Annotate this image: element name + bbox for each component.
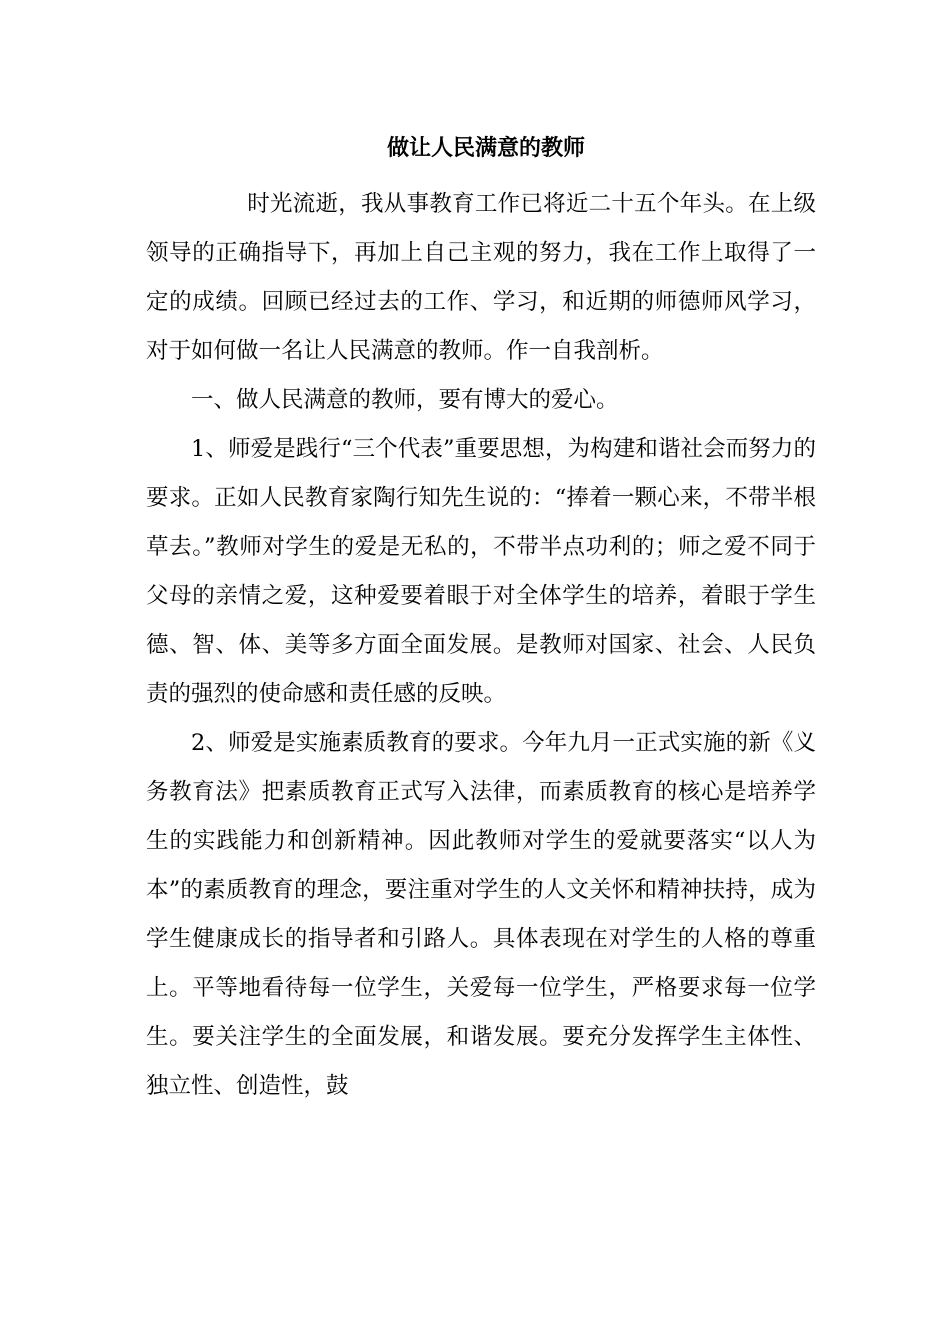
paragraph-point-2: 2、师爱是实施素质教育的要求。今年九月一正式实施的新《义务教育法》把素质教育正式写入法律，而素质教育的核心是培养学生的实践能力和创新精神。因此教师对学生的爱就要落实“以人为本”的素质教育的理念，要注重对学生的人文关怀和精神扶持，成为学生健康成长的指导者和引路人。具体表现在对学生的人格的尊重上。平等地看待每一位学生，关爱每一位学生，严格要求每一位学生。要关注学生的全面发展，和谐发展。要充分发挥学生主体性、独立性、创造性，鼓 bbox=[146, 730, 816, 1099]
paragraph-point-1: 1、师爱是践行“三个代表”重要思想，为构建和谐社会而努力的要求。正如人民教育家陶行知先生说的：“捧着一颗心来，不带半根草去。”教师对学生的爱是无私的，不带半点功利的；师之爱不同于父母的亲情之爱，这种爱要着眼于对全体学生的培养，着眼于学生德、智、体、美等多方面全面发展。是教师对国家、社会、人民负责的强烈的使命感和责任感的反映。 bbox=[146, 436, 816, 707]
paragraph-intro: 时光流逝，我从事教育工作已将近二十五个年头。在上级领导的正确指导下，再加上自己主观的努力，我在工作上取得了一定的成绩。回顾已经过去的工作、学习，和近期的师德师风学习，对于如何做一名让人民满意的教师。作一自我剖析。 bbox=[146, 191, 816, 364]
section-heading-1: 一、做人民满意的教师，要有博大的爱心。 bbox=[191, 387, 619, 413]
document-body bbox=[146, 180, 816, 1111]
document-title: 做让人民满意的教师 bbox=[386, 135, 585, 161]
